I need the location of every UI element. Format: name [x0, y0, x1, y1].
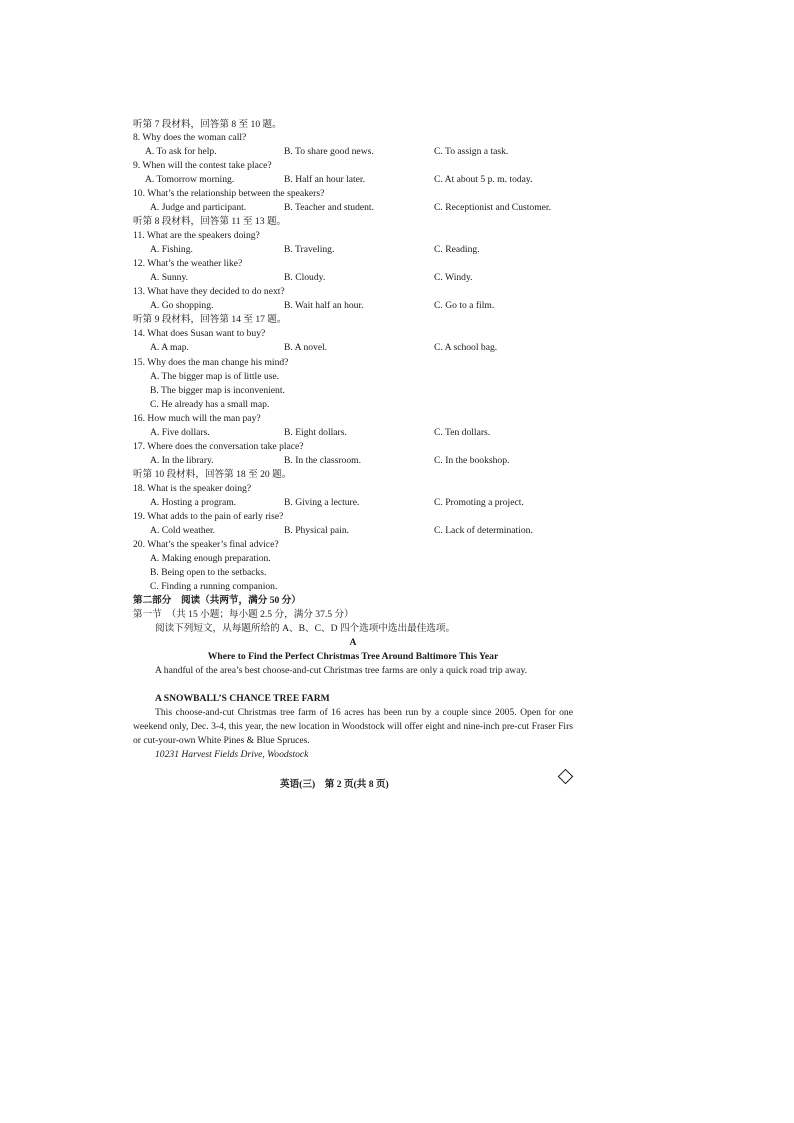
question-8-option-c: C. To assign a task.	[434, 146, 509, 157]
question-11-option-b: B. Traveling.	[284, 244, 335, 255]
passage-title: Where to Find the Perfect Christmas Tree Around Baltimore This Year	[207, 651, 499, 662]
question-19-option-b: B. Physical pain.	[284, 525, 350, 536]
diamond-icon	[558, 769, 574, 785]
question-19-stem: 19. What adds to the pain of early rise?	[133, 511, 284, 522]
question-10-stem: 10. What’s the relationship between the speakers?	[133, 188, 325, 199]
section-header-7: 听第 7 段材料，回答第 8 至 10 题。	[133, 119, 282, 130]
question-18-option-c: C. Promoting a project.	[434, 497, 524, 508]
question-8-option-a: A. To ask for help.	[145, 146, 217, 157]
question-18-option-a: A. Hosting a program.	[150, 497, 237, 508]
question-10-option-c: C. Receptionist and Customer.	[434, 202, 551, 213]
question-20-option-c: C. Finding a running companion.	[150, 581, 278, 592]
question-20-stem: 20. What’s the speaker’s final advice?	[133, 539, 279, 550]
question-9-stem: 9. When will the contest take place?	[133, 160, 272, 171]
question-12-option-c: C. Windy.	[434, 272, 473, 283]
question-13-option-b: B. Wait half an hour.	[284, 300, 364, 311]
question-16-option-b: B. Eight dollars.	[284, 427, 347, 438]
question-19-option-a: A. Cold weather.	[150, 525, 216, 536]
question-14-option-a: A. A map.	[150, 342, 189, 353]
part2-instruction: 阅读下列短文，从每题所给的 A、B、C、D 四个选项中选出最佳选项。	[155, 623, 456, 634]
question-17-option-c: C. In the bookshop.	[434, 455, 510, 466]
passage-letter: A	[349, 637, 357, 648]
section-header-10: 听第 10 段材料，回答第 18 至 20 题。	[133, 469, 292, 480]
question-19-option-c: C. Lack of determination.	[434, 525, 533, 536]
farm-name: A SNOWBALL’S CHANCE TREE FARM	[155, 693, 330, 704]
question-15-option-b: B. The bigger map is inconvenient.	[150, 385, 285, 396]
part2-heading: 第二部分 阅读（共两节，满分 50 分）	[133, 595, 301, 606]
question-13-option-a: A. Go shopping.	[150, 300, 214, 311]
question-10-option-b: B. Teacher and student.	[284, 202, 374, 213]
question-11-stem: 11. What are the speakers doing?	[133, 230, 260, 241]
question-9-option-b: B. Half an hour later.	[284, 174, 365, 185]
question-14-option-c: C. A school bag.	[434, 342, 498, 353]
question-16-stem: 16. How much will the man pay?	[133, 413, 261, 424]
question-12-option-b: B. Cloudy.	[284, 272, 326, 283]
question-13-stem: 13. What have they decided to do next?	[133, 286, 285, 297]
question-20-option-a: A. Making enough preparation.	[150, 553, 271, 564]
question-8-stem: 8. Why does the woman call?	[133, 132, 247, 143]
question-18-stem: 18. What is the speaker doing?	[133, 483, 252, 494]
question-17-option-a: A. In the library.	[150, 455, 214, 466]
question-12-option-a: A. Sunny.	[150, 272, 189, 283]
page-footer: 英语(三) 第 2 页(共 8 页)	[280, 779, 389, 790]
question-15-option-a: A. The bigger map is of little use.	[150, 371, 280, 382]
question-9-option-a: A. Tomorrow morning.	[145, 174, 235, 185]
question-13-option-c: C. Go to a film.	[434, 300, 495, 311]
question-12-stem: 12. What’s the weather like?	[133, 258, 243, 269]
passage-intro: A handful of the area’s best choose-and-cut Christmas tree farms are only a quick road trip away.	[155, 665, 528, 676]
question-16-option-a: A. Five dollars.	[150, 427, 210, 438]
question-10-option-a: A. Judge and participant.	[150, 202, 247, 213]
question-15-stem: 15. Why does the man change his mind?	[133, 357, 289, 368]
question-9-option-c: C. At about 5 p. m. today.	[434, 174, 533, 185]
question-17-stem: 17. Where does the conversation take place?	[133, 441, 304, 452]
question-8-option-b: B. To share good news.	[284, 146, 374, 157]
part2-section1: 第一节 （共 15 小题；每小题 2.5 分，满分 37.5 分）	[133, 609, 354, 620]
question-20-option-b: B. Being open to the setbacks.	[150, 567, 267, 578]
section-header-8: 听第 8 段材料，回答第 11 至 13 题。	[133, 216, 287, 227]
farm-description: This choose-and-cut Christmas tree farm of 16 acres has been run by a couple since 2005. Open for one weekend only, Dec. 3-4, this year, the new location in Woodstock will offer eight and nine-inch pre-cut Fraser Firs or cut-your-own White Pines & Blue Spruces.	[133, 707, 573, 746]
question-18-option-b: B. Giving a lecture.	[284, 497, 360, 508]
question-17-option-b: B. In the classroom.	[284, 455, 362, 466]
question-15-option-c: C. He already has a small map.	[150, 399, 270, 410]
farm-address: 10231 Harvest Fields Drive, Woodstock	[155, 749, 309, 760]
question-11-option-a: A. Fishing.	[150, 244, 193, 255]
question-14-option-b: B. A novel.	[284, 342, 328, 353]
question-14-stem: 14. What does Susan want to buy?	[133, 328, 266, 339]
question-16-option-c: C. Ten dollars.	[434, 427, 491, 438]
section-header-9: 听第 9 段材料，回答第 14 至 17 题。	[133, 314, 287, 325]
question-11-option-c: C. Reading.	[434, 244, 480, 255]
